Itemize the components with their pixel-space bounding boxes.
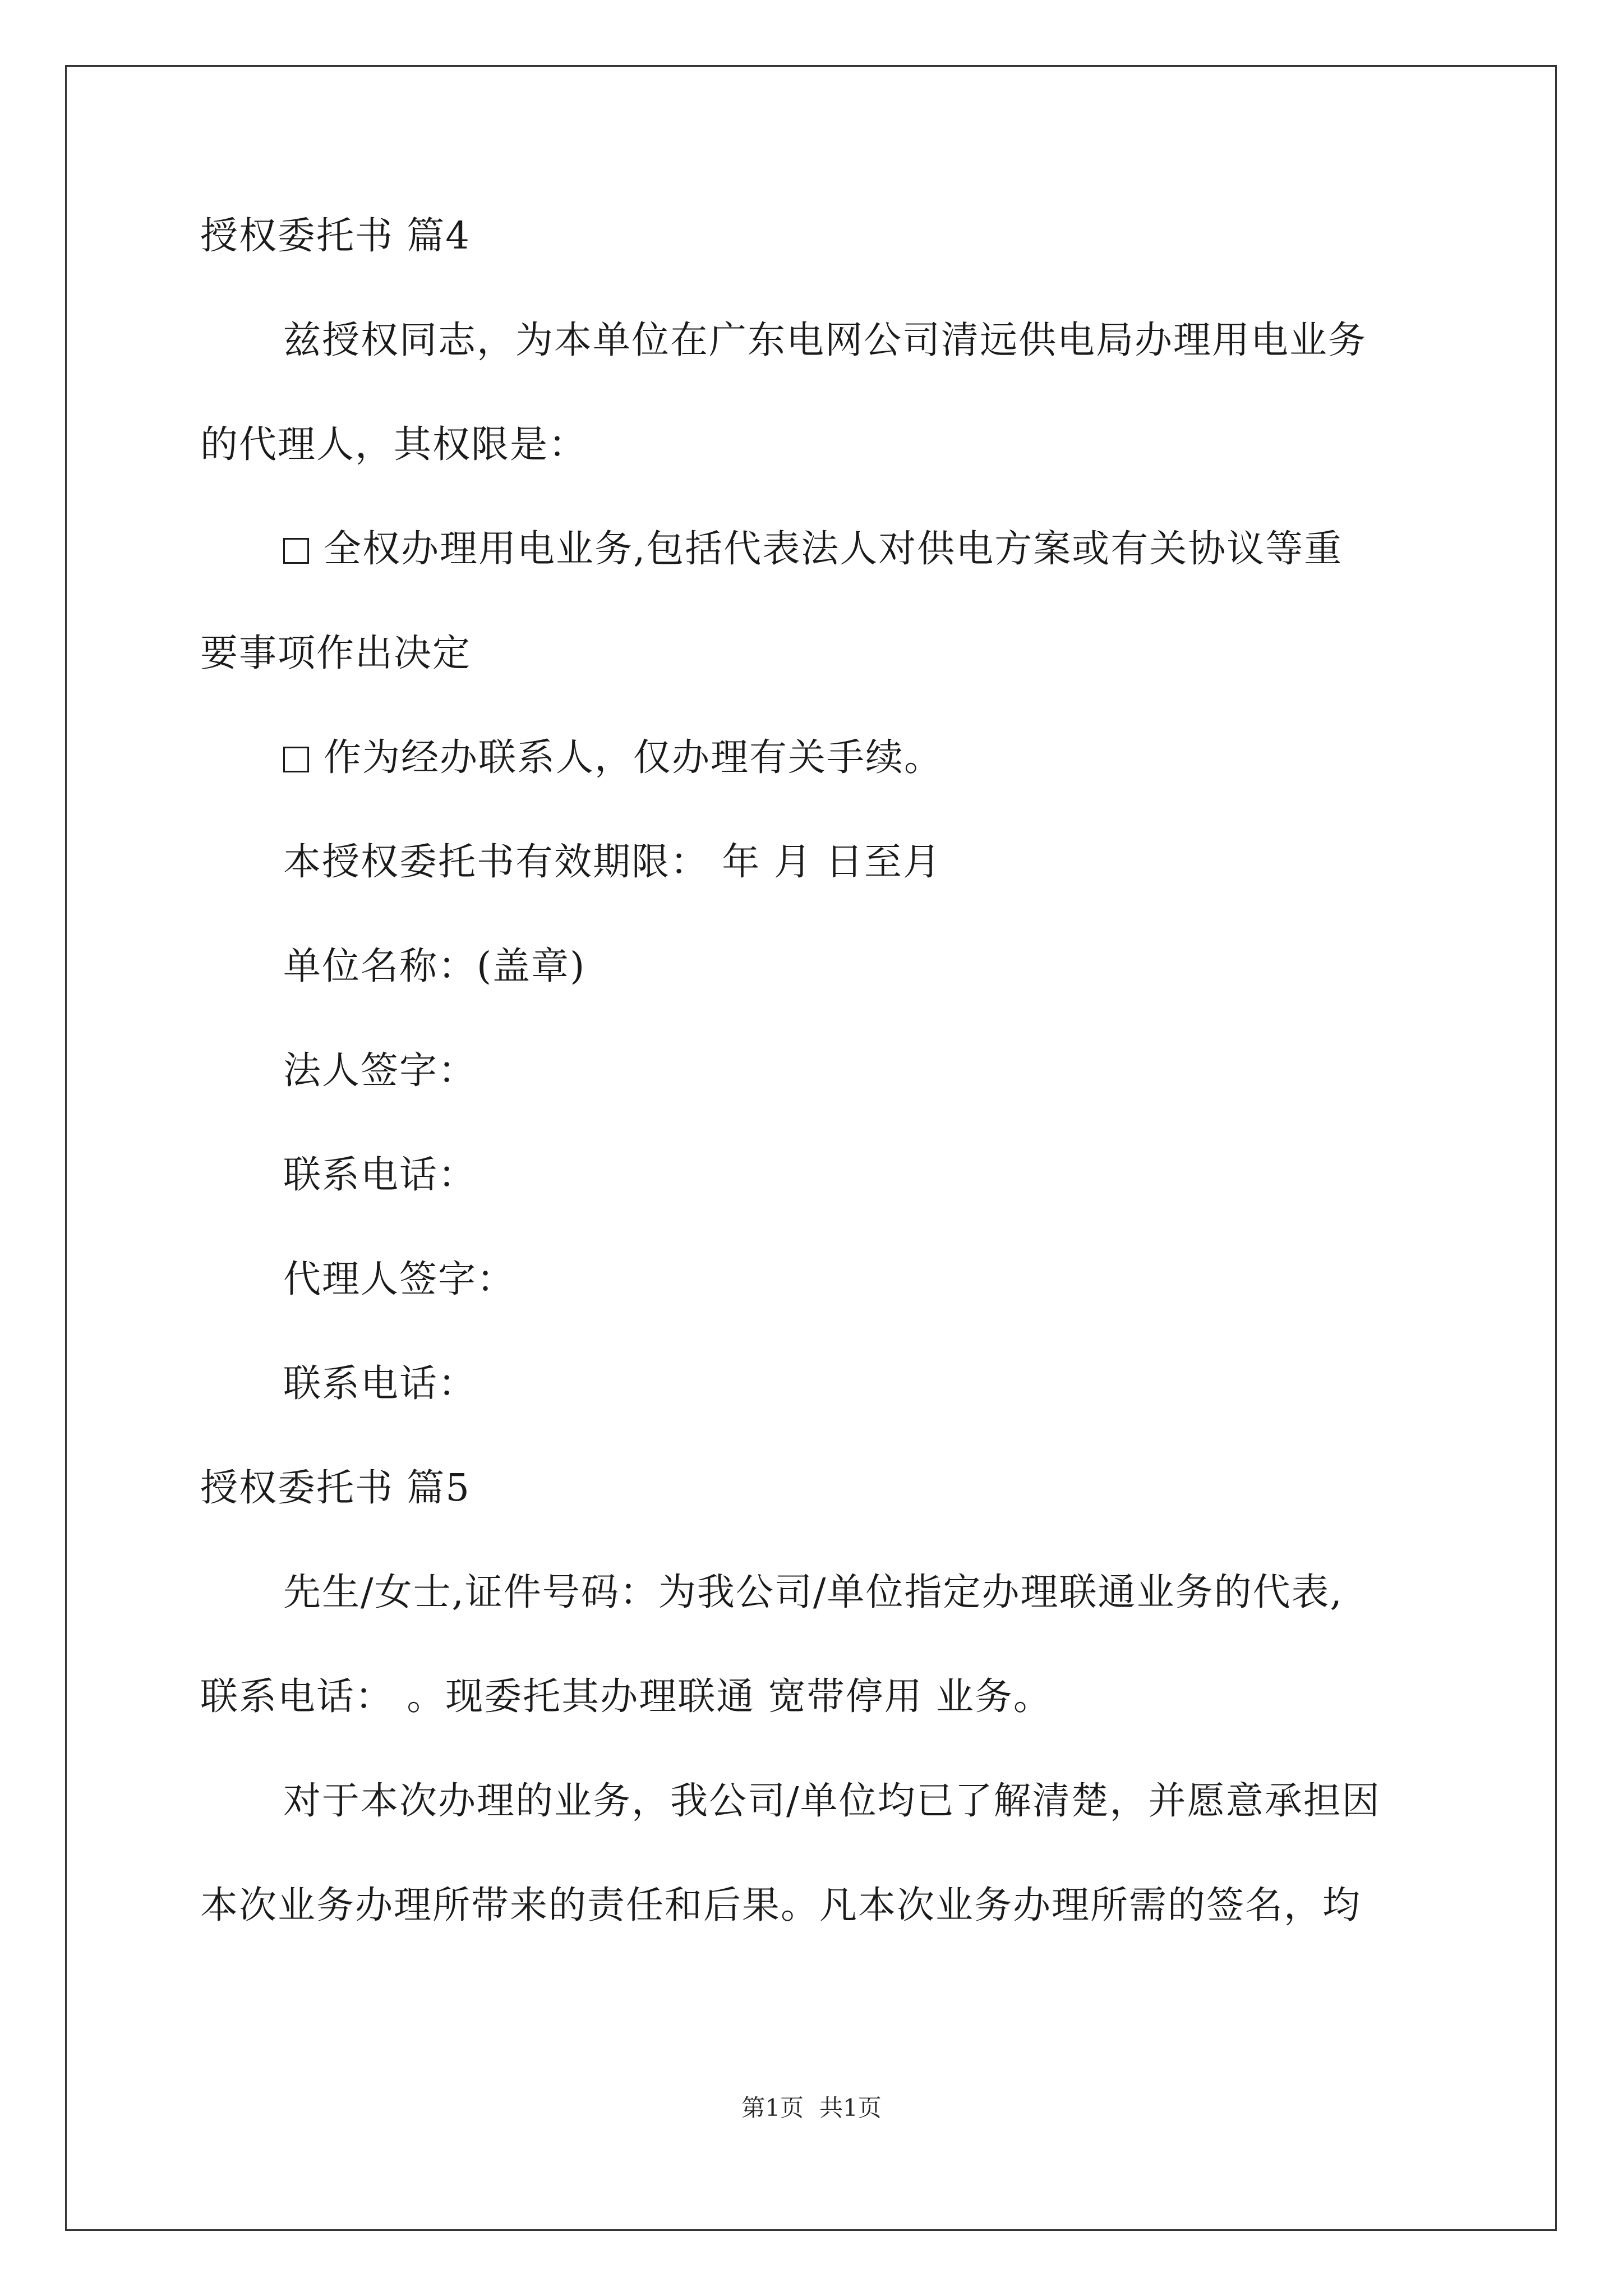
checkbox-icon[interactable]	[283, 747, 309, 772]
page-footer	[0, 2094, 1623, 2122]
checkbox-option-full-authority	[283, 526, 1343, 571]
legal-signature-field: 法人签字：	[283, 1048, 477, 1092]
agent-signature-field: 代理人签字：	[283, 1257, 515, 1301]
option-label: 全权办理用电业务,包括代表法人对供电方案或有关协议等重	[324, 527, 1343, 570]
checkbox-option-contact-only	[283, 735, 943, 780]
paragraph-line: 兹授权同志，为本单位在广东电网公司清远供电局办理用电业务	[283, 318, 1367, 362]
phone-field: 联系电话：	[283, 1361, 477, 1405]
paragraph-line: 要事项作出决定	[200, 631, 471, 675]
page-total: 共1页	[819, 2094, 882, 2122]
paragraph-line: 对于本次办理的业务，我公司/单位均已了解清楚，并愿意承担因	[283, 1779, 1381, 1823]
checkbox-icon[interactable]	[283, 538, 309, 564]
validity-line: 本授权委托书有效期限： 年 月 日至月	[283, 840, 942, 884]
section-heading: 授权委托书 篇5	[200, 1466, 471, 1510]
phone-field: 联系电话：	[283, 1153, 477, 1197]
unit-name-field: 单位名称：(盖章)	[283, 944, 586, 988]
paragraph-line: 本次业务办理所带来的责任和后果。凡本次业务办理所需的签名，均	[200, 1883, 1361, 1927]
section-heading: 授权委托书 篇4	[200, 214, 471, 257]
page-number: 第1页	[741, 2094, 804, 2122]
option-label: 作为经办联系人，仅办理有关手续。	[324, 735, 943, 779]
paragraph-line: 的代理人，其权限是：	[200, 422, 587, 466]
paragraph-line: 先生/女士,证件号码：为我公司/单位指定办理联通业务的代表,	[283, 1570, 1343, 1614]
paragraph-line: 联系电话： 。现委托其办理联通 宽带停用 业务。	[200, 1674, 1052, 1718]
